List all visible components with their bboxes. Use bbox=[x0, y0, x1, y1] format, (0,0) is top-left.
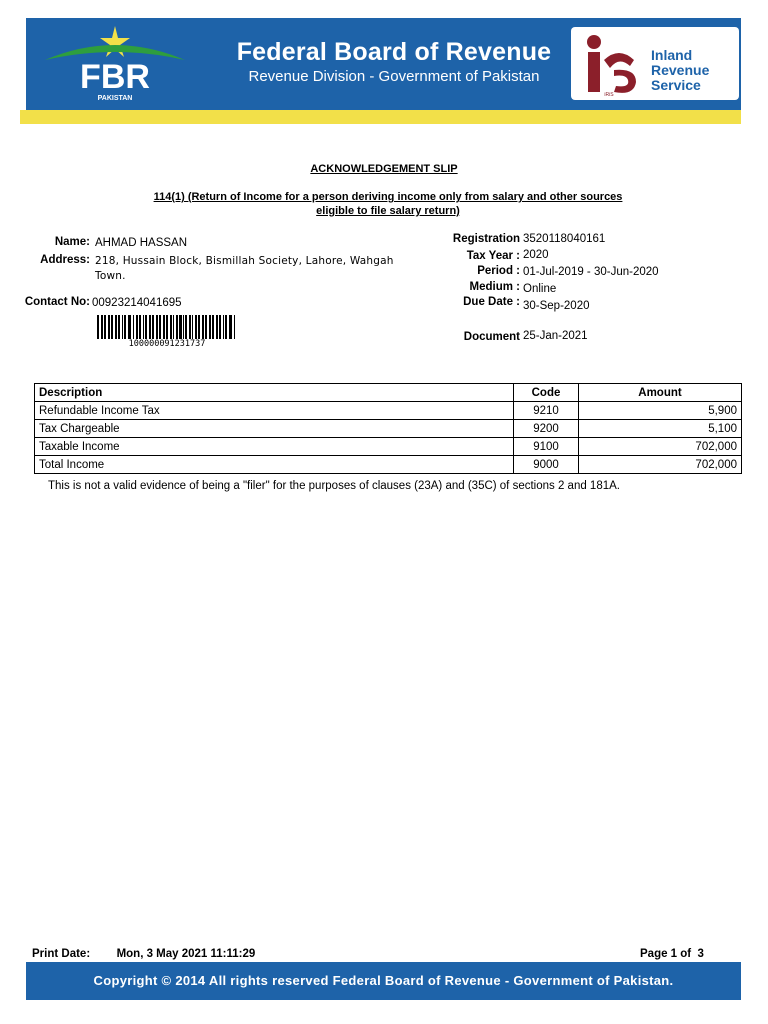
cell-description: Total Income bbox=[35, 456, 514, 474]
barcode bbox=[97, 315, 237, 339]
barcode-bar bbox=[143, 315, 144, 339]
barcode-bar bbox=[170, 315, 172, 339]
registration-label: Registration bbox=[452, 233, 520, 245]
barcode-bar bbox=[97, 315, 99, 339]
barcode-bar bbox=[156, 315, 158, 339]
cell-description: Tax Chargeable bbox=[35, 420, 514, 438]
barcode-bar bbox=[216, 315, 218, 339]
print-date-value: Mon, 3 May 2021 11:11:29 bbox=[116, 948, 256, 960]
cell-code: 9000 bbox=[514, 456, 579, 474]
barcode-bar bbox=[176, 315, 178, 339]
table-row bbox=[35, 456, 742, 474]
document-value: 25-Jan-2021 bbox=[523, 330, 588, 342]
tax-year-value: 2020 bbox=[523, 249, 549, 261]
print-date-label: Print Date: bbox=[32, 948, 91, 960]
header-subtitle: Revenue Division - Government of Pakistan bbox=[248, 68, 540, 85]
barcode-bar bbox=[223, 315, 224, 339]
copyright-text: Copyright © 2014 All rights reserved Federal Board of Revenue - Government of Pakistan. bbox=[93, 973, 674, 988]
barcode-bar bbox=[152, 315, 154, 339]
registration-value: 3520118040161 bbox=[523, 233, 606, 245]
due-date-value: 30-Sep-2020 bbox=[523, 300, 590, 312]
period-label: Period : bbox=[477, 265, 520, 277]
document-label: Document bbox=[463, 331, 520, 343]
tax-table bbox=[34, 383, 742, 474]
barcode-bar bbox=[205, 315, 207, 339]
barcode-bar bbox=[195, 315, 197, 339]
barcode-bar bbox=[139, 315, 141, 339]
barcode-bar bbox=[163, 315, 165, 339]
col-description: Description bbox=[35, 384, 514, 402]
barcode-bar bbox=[108, 315, 110, 339]
taxpayer-address: 218, Hussain Block, Bismillah Society, Lahore, Wahgah Town. bbox=[95, 255, 394, 282]
barcode-bar bbox=[183, 315, 184, 339]
table-row bbox=[35, 402, 742, 420]
logo-text: FBR bbox=[80, 58, 150, 96]
svg-text:iRiS: iRiS bbox=[604, 92, 614, 98]
iris-logo-text: Inland Revenue Service bbox=[651, 47, 710, 93]
barcode-bar bbox=[225, 315, 227, 339]
medium-label: Medium : bbox=[469, 281, 520, 293]
barcode-bar bbox=[104, 315, 106, 339]
name-label: Name: bbox=[54, 236, 90, 248]
address-label: Address: bbox=[40, 254, 90, 266]
barcode-bar bbox=[166, 315, 168, 339]
barcode-bar bbox=[145, 315, 147, 339]
barcode-bar bbox=[111, 315, 113, 339]
cell-description: Refundable Income Tax bbox=[35, 402, 514, 420]
page-indicator: Page 1 of 3 bbox=[640, 948, 704, 960]
cell-code: 9210 bbox=[514, 402, 579, 420]
barcode-bar bbox=[202, 315, 204, 339]
due-date-label: Due Date : bbox=[463, 296, 520, 308]
barcode-bar bbox=[133, 315, 134, 339]
barcode-bar bbox=[124, 315, 126, 339]
cell-code: 9200 bbox=[514, 420, 579, 438]
logo-subtext: PAKISTAN bbox=[97, 95, 133, 102]
col-code: Code bbox=[514, 384, 579, 402]
col-amount: Amount bbox=[579, 384, 742, 402]
barcode-bar bbox=[159, 315, 161, 339]
barcode-bar bbox=[173, 315, 174, 339]
tax-year-label: Tax Year : bbox=[466, 250, 520, 262]
barcode-bar bbox=[234, 315, 235, 339]
barcode-bar bbox=[115, 315, 117, 339]
filer-disclaimer: This is not a valid evidence of being a "filer" for the purposes of clauses (23A) and (35C) of sections 2 and 181A. bbox=[48, 480, 620, 492]
barcode-bar bbox=[209, 315, 211, 339]
barcode-bar bbox=[229, 315, 232, 339]
barcode-bar bbox=[212, 315, 214, 339]
barcode-bar bbox=[128, 315, 131, 339]
barcode-bar bbox=[189, 315, 191, 339]
barcode-number: 100000091231737 bbox=[128, 339, 206, 349]
header-title: Federal Board of Revenue bbox=[236, 38, 552, 66]
medium-value: Online bbox=[523, 283, 557, 295]
print-date bbox=[32, 948, 255, 960]
cell-code: 9100 bbox=[514, 438, 579, 456]
barcode-bar bbox=[122, 315, 123, 339]
table-row bbox=[35, 438, 742, 456]
table-header-row bbox=[35, 384, 742, 402]
barcode-bar bbox=[198, 315, 200, 339]
barcode-bar bbox=[192, 315, 193, 339]
table-row bbox=[35, 420, 742, 438]
iris-logo bbox=[574, 30, 644, 98]
taxpayer-name: AHMAD HASSAN bbox=[95, 237, 188, 249]
barcode-bar bbox=[185, 315, 187, 339]
barcode-bar bbox=[136, 315, 138, 339]
contact-number: 00923214041695 bbox=[92, 297, 182, 309]
contact-label: Contact No: bbox=[24, 296, 90, 308]
cell-description: Taxable Income bbox=[35, 438, 514, 456]
cell-amount: 5,100 bbox=[579, 420, 742, 438]
cell-amount: 702,000 bbox=[579, 438, 742, 456]
slip-title: ACKNOWLEDGEMENT SLIP bbox=[310, 163, 458, 175]
barcode-bar bbox=[101, 315, 103, 339]
cell-amount: 5,900 bbox=[579, 402, 742, 420]
barcode-bar bbox=[118, 315, 120, 339]
barcode-bar bbox=[149, 315, 151, 339]
cell-amount: 702,000 bbox=[579, 456, 742, 474]
header-yellow-stripe bbox=[20, 110, 741, 124]
slip-subtitle: 114(1) (Return of Income for a person deriving income only from salary and other sources eligible to file salary return) bbox=[153, 191, 623, 217]
period-value: 01-Jul-2019 - 30-Jun-2020 bbox=[523, 266, 659, 278]
barcode-bar bbox=[219, 315, 221, 339]
barcode-bar bbox=[179, 315, 182, 339]
